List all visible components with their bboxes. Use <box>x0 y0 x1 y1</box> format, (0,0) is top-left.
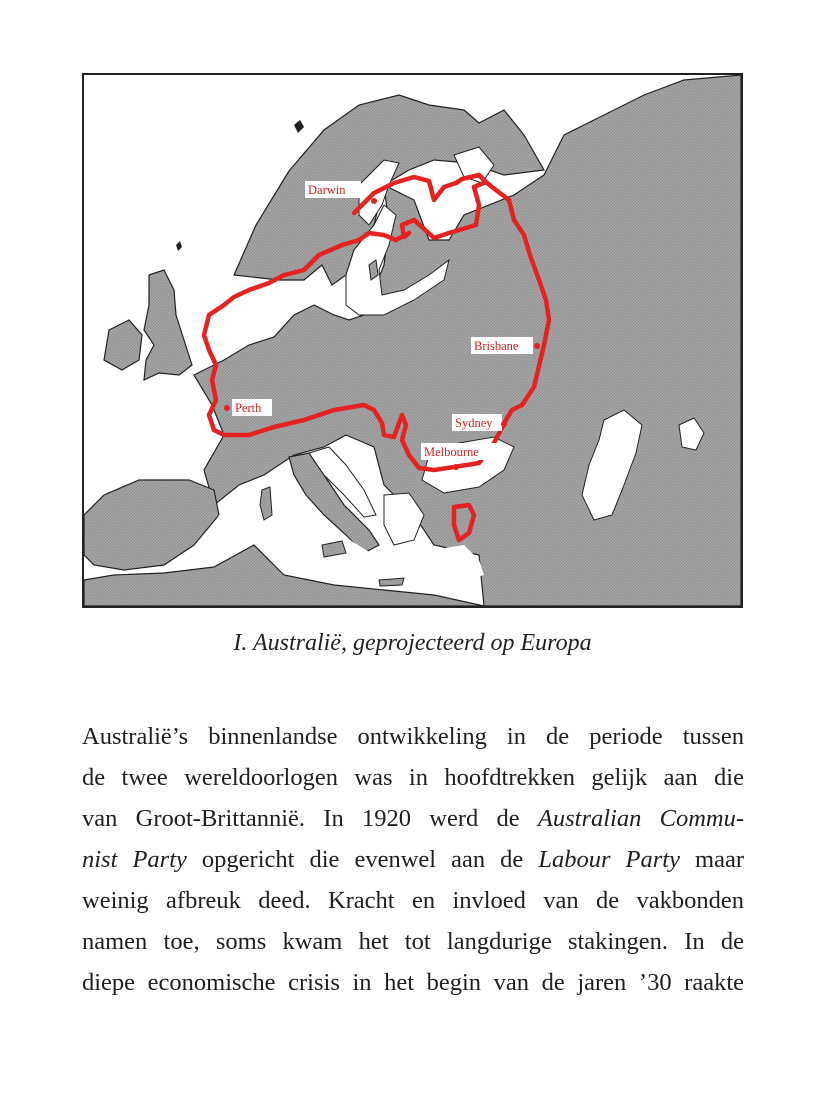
body-line-6: namen toe, soms kwam het tot langdurige stakingen. In de <box>82 928 744 955</box>
body-line-4-text: opgericht die evenwel aan de <box>186 846 539 873</box>
body-line-3-text: van Groot-Brittannië. In 1920 werd de <box>82 805 538 832</box>
body-line-5: weinig afbreuk deed. Kracht en invloed van de vakbonden <box>82 887 744 914</box>
melbourne-label: Melbourne <box>424 445 479 459</box>
body-line-3 <box>82 798 744 839</box>
brisbane-label: Brisbane <box>474 339 519 353</box>
body-line-4-labour-party: Labour Party <box>538 846 680 873</box>
darwin-dot <box>371 198 377 204</box>
body-paragraph <box>82 716 744 1003</box>
perth-label: Perth <box>235 401 262 415</box>
melbourne-dot <box>453 464 459 470</box>
sydney-label: Sydney <box>455 416 493 430</box>
body-line-4-party-name: nist Party <box>82 846 187 873</box>
brisbane-dot <box>534 343 540 349</box>
crete <box>379 578 404 586</box>
perth-dot <box>224 405 230 411</box>
city-brisbane <box>471 337 540 354</box>
city-sydney <box>452 414 507 431</box>
body-line-4-end: maar <box>679 846 744 873</box>
body-line-2: de twee wereldoorlogen was in hoofdtrekken gelijk aan die <box>82 764 744 791</box>
figure-caption: I. Australië, geprojecteerd op Europa <box>233 630 592 656</box>
body-line-7: diepe economische crisis in het begin van de jaren ’30 raakte <box>82 969 744 996</box>
body-line-1: Australië’s binnenlandse ontwikkeling in de periode tussen <box>82 723 744 750</box>
body-line-3-party-name: Australian Commu- <box>537 805 744 832</box>
map-figure <box>82 73 743 608</box>
europe-australia-map <box>84 75 741 606</box>
sydney-dot <box>501 421 507 427</box>
darwin-label: Darwin <box>308 183 346 197</box>
body-line-4 <box>82 839 744 880</box>
